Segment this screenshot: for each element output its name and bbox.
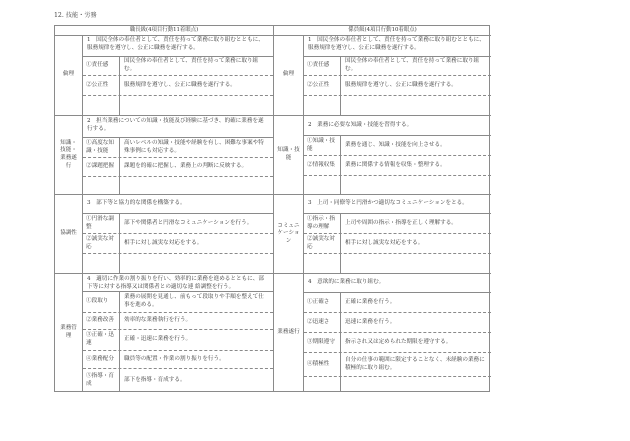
viewpoint-description: 業務の展開を見通し、前もって段取りや手順を整えて仕事を進める。 bbox=[124, 294, 264, 308]
viewpoint-description: 部下や関係者と円滑なコミュニケーションを行う。 bbox=[124, 219, 253, 226]
viewpoint-label: ②課題把握 bbox=[83, 158, 120, 176]
viewpoint-label: ③正確・迅速 bbox=[83, 330, 120, 350]
behavior-statement: 4 意欲的に業務に取り組む。 bbox=[304, 274, 491, 293]
viewpoint-row bbox=[83, 369, 273, 392]
viewpoint-row bbox=[83, 158, 273, 177]
section-cooperation bbox=[55, 195, 273, 274]
viewpoint-row bbox=[83, 330, 273, 351]
staff-level-column bbox=[273, 26, 491, 391]
viewpoint-rows bbox=[83, 292, 273, 392]
viewpoint-row bbox=[83, 313, 273, 330]
viewpoint-label: ①知識・技能 bbox=[304, 136, 341, 155]
item-body bbox=[83, 35, 273, 115]
viewpoint-label bbox=[304, 96, 341, 116]
behavior-statement: 1 国民全体の奉仕者として、責任を持って業務に取り組むとともに、服務規律を遵守し、公正に職務を遂行する。 bbox=[304, 35, 491, 57]
item-body bbox=[83, 116, 273, 194]
viewpoint-row-empty bbox=[83, 96, 273, 116]
viewpoint-row bbox=[304, 214, 491, 234]
viewpoint-row bbox=[83, 138, 273, 158]
viewpoint-description bbox=[341, 96, 491, 116]
item-body bbox=[304, 195, 491, 273]
section-knowledge-skill bbox=[55, 116, 273, 195]
viewpoint-description: 迅速に業務を行う。 bbox=[345, 318, 396, 325]
viewpoint-row bbox=[304, 353, 491, 377]
viewpoint-label bbox=[83, 254, 120, 274]
viewpoint-row-empty bbox=[304, 176, 491, 195]
grade-header-foreman: 職長級(4項目行動11着眼点) bbox=[55, 26, 273, 36]
viewpoint-label: ②誠実な対応 bbox=[83, 234, 120, 253]
item-label: 協調性 bbox=[55, 195, 83, 273]
behavior-statement: 3 上司・同僚等と円滑かつ適切なコミュニケーションをとる。 bbox=[304, 195, 491, 214]
viewpoint-label: ①高度な知識・技能 bbox=[83, 138, 120, 157]
document-title: 12. 技能・労務 bbox=[54, 12, 97, 19]
viewpoint-description: 業務を通じ、知識・技能を向上させる。 bbox=[345, 141, 446, 148]
viewpoint-description: 国民全体の奉仕者として、責任を持って業務に取り組む。 bbox=[124, 58, 259, 72]
item-label: 倫理 bbox=[55, 35, 83, 115]
viewpoint-row bbox=[83, 76, 273, 96]
viewpoint-label: ①指示・指導の理解 bbox=[304, 214, 341, 233]
viewpoint-description: 相手に対し誠実な対応をする。 bbox=[124, 239, 203, 246]
behavior-statement: 2 業務に必要な知識・技能を習得する。 bbox=[304, 116, 491, 136]
viewpoint-description bbox=[120, 177, 273, 195]
viewpoint-row-empty bbox=[83, 177, 273, 195]
viewpoint-row bbox=[83, 234, 273, 254]
viewpoint-label: ②誠実な対応 bbox=[304, 234, 341, 253]
viewpoint-label bbox=[304, 377, 341, 392]
viewpoint-label: ①円滑な調整 bbox=[83, 214, 120, 233]
viewpoint-description bbox=[120, 96, 273, 116]
item-label: 知識・技能 bbox=[274, 116, 304, 194]
viewpoint-label: ②公正性 bbox=[83, 76, 120, 95]
viewpoint-label bbox=[304, 254, 341, 274]
viewpoint-row bbox=[304, 156, 491, 176]
viewpoint-row bbox=[83, 292, 273, 313]
item-label: 業務遂行 bbox=[274, 274, 304, 392]
item-body bbox=[83, 195, 273, 273]
viewpoint-label: ②情報収集 bbox=[304, 156, 341, 175]
viewpoint-label: ③期限遵守 bbox=[304, 333, 341, 352]
section-knowledge-skill bbox=[274, 116, 491, 195]
viewpoint-description: 相手に対し誠実な対応をする。 bbox=[345, 239, 424, 246]
viewpoint-row-empty bbox=[304, 254, 491, 274]
viewpoint-rows bbox=[304, 214, 491, 273]
viewpoint-row bbox=[304, 293, 491, 313]
viewpoint-description: 効率的な業務執行を行う。 bbox=[124, 317, 192, 324]
viewpoint-label bbox=[83, 177, 120, 195]
viewpoint-label: ④積極性 bbox=[304, 353, 341, 376]
viewpoint-rows bbox=[304, 293, 491, 392]
viewpoint-rows bbox=[83, 138, 273, 194]
viewpoint-row bbox=[304, 313, 491, 333]
grade-header-staff: 係員級(4項目行動10着眼点) bbox=[274, 26, 491, 36]
viewpoint-description: 職員等の配置・作業の割り振りを行う。 bbox=[124, 355, 225, 362]
item-label: 業務管理 bbox=[55, 274, 83, 392]
behavior-statement: 4 適切に作業の割り振りを行い、効率的に業務を進めるとともに、部下等に対する指導又は関係者との適切な連 絡調整を行う。 bbox=[83, 274, 273, 292]
section-work-execution bbox=[274, 274, 491, 392]
viewpoint-row bbox=[304, 76, 491, 96]
viewpoint-description: 部下を指導・育成する。 bbox=[124, 376, 186, 383]
viewpoint-description: 服務規律を遵守し、公正に職務を遂行する。 bbox=[124, 81, 236, 88]
viewpoint-description bbox=[341, 377, 491, 392]
viewpoint-description: 自分の仕事の範囲に限定することなく、未経験の業務に積極的に取り組む。 bbox=[345, 356, 485, 371]
viewpoint-label: ⑤指導・育成 bbox=[83, 369, 120, 392]
viewpoint-description: 服務規律を遵守し、公正に職務を遂行する。 bbox=[345, 81, 457, 88]
item-label: 知識・技能・業務遂行 bbox=[55, 116, 83, 194]
viewpoint-label: ①責任感 bbox=[83, 57, 120, 75]
section-ethics bbox=[55, 35, 273, 116]
evaluation-table bbox=[54, 25, 490, 392]
foreman-level-column bbox=[55, 26, 273, 391]
viewpoint-row bbox=[83, 57, 273, 76]
viewpoint-row bbox=[304, 57, 491, 76]
viewpoint-description bbox=[120, 254, 273, 274]
item-body bbox=[83, 274, 273, 392]
behavior-statement: 3 部下等と協力的な関係を構築する。 bbox=[83, 195, 273, 214]
viewpoint-row bbox=[83, 351, 273, 369]
viewpoint-row bbox=[304, 136, 491, 156]
section-work-management bbox=[55, 274, 273, 392]
viewpoint-description: 国民全体の奉仕者として、責任を持って業務に取り組む。 bbox=[345, 58, 480, 72]
viewpoint-label bbox=[83, 96, 120, 116]
viewpoint-label: ②迅速さ bbox=[304, 313, 341, 332]
viewpoint-label bbox=[304, 176, 341, 195]
viewpoint-row-empty bbox=[304, 377, 491, 392]
viewpoint-row bbox=[304, 333, 491, 353]
item-body bbox=[304, 116, 491, 194]
item-label: 倫理 bbox=[274, 35, 304, 115]
viewpoint-row-empty bbox=[83, 254, 273, 274]
viewpoint-label: ②業務改善 bbox=[83, 313, 120, 329]
viewpoint-row-empty bbox=[304, 96, 491, 116]
item-body bbox=[304, 274, 491, 392]
viewpoint-description: 高いレベルの知識・技能や経験を有し、困難な事案や特殊事例にも対応する。 bbox=[124, 139, 264, 154]
viewpoint-description: 課題を的確に把握し、業務上の判断に反映する。 bbox=[124, 163, 248, 170]
item-label: コミュニケーション bbox=[274, 195, 304, 273]
item-body bbox=[304, 35, 491, 115]
viewpoint-label: ④業務配分 bbox=[83, 351, 120, 368]
viewpoint-rows bbox=[83, 214, 273, 273]
viewpoint-rows bbox=[83, 57, 273, 115]
viewpoint-rows bbox=[304, 57, 491, 115]
viewpoint-description: 正確・迅速に業務を行う。 bbox=[124, 336, 192, 343]
viewpoint-description bbox=[341, 176, 491, 195]
viewpoint-label: ①責任感 bbox=[304, 57, 341, 75]
viewpoint-row bbox=[304, 234, 491, 254]
viewpoint-description: 上司や周囲の指示・指導を正しく理解する。 bbox=[345, 219, 457, 226]
section-ethics bbox=[274, 35, 491, 116]
viewpoint-rows bbox=[304, 136, 491, 194]
viewpoint-description: 業務に関係する情報を収集・整理する。 bbox=[345, 161, 446, 168]
behavior-statement: 2 担当業務についての知識・技能及び経験に基づき、的確に業務を遂行する。 bbox=[83, 116, 273, 138]
viewpoint-description bbox=[341, 254, 491, 274]
viewpoint-description: 正確に業務を行う。 bbox=[345, 298, 396, 305]
viewpoint-label: ①段取り bbox=[83, 292, 120, 312]
viewpoint-description: 指示され又は定められた期限を遵守する。 bbox=[345, 338, 452, 345]
section-communication bbox=[274, 195, 491, 274]
viewpoint-row bbox=[83, 214, 273, 234]
viewpoint-label: ①正確さ bbox=[304, 293, 341, 312]
behavior-statement: 1 国民全体の奉仕者として、責任を持って業務に取り組むとともに、服務規律を遵守し、公正に職務を遂行する。 bbox=[83, 35, 273, 57]
viewpoint-label: ②公正性 bbox=[304, 76, 341, 95]
